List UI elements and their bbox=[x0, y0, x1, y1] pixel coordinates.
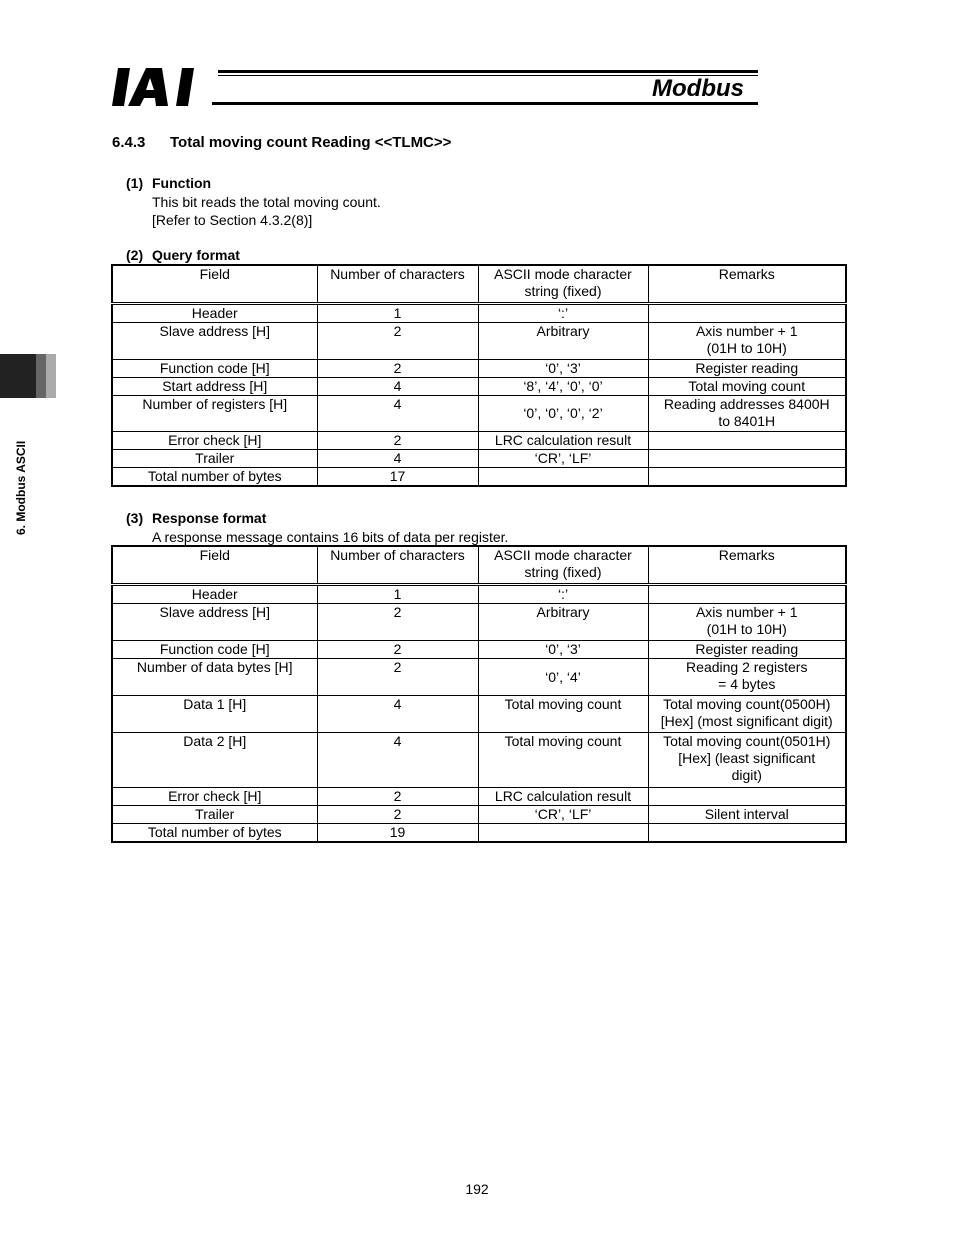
table-cell: Header bbox=[112, 304, 317, 323]
table-cell: 2 bbox=[317, 432, 478, 450]
function-heading: (1) Function bbox=[126, 175, 212, 191]
table-cell: Silent interval bbox=[648, 806, 846, 824]
table-cell: Axis number + 1 (01H to 10H) bbox=[648, 604, 846, 641]
table-cell: 2 bbox=[317, 641, 478, 659]
iai-logo bbox=[112, 68, 212, 106]
table-cell: Number of registers [H] bbox=[112, 396, 317, 432]
table-cell: ‘CR’, ‘LF’ bbox=[478, 806, 648, 824]
table-row bbox=[112, 659, 846, 696]
table-header-row bbox=[112, 546, 846, 585]
chapter-label: 6. Modbus ASCII bbox=[14, 440, 28, 535]
table-cell: 4 bbox=[317, 378, 478, 396]
table-cell: ‘0’, ‘3’ bbox=[478, 641, 648, 659]
table-cell: 19 bbox=[317, 824, 478, 843]
table-cell: Slave address [H] bbox=[112, 604, 317, 641]
column-header: Number of characters bbox=[317, 265, 478, 304]
table-cell: Register reading bbox=[648, 641, 846, 659]
section-title bbox=[112, 134, 451, 151]
column-header: Field bbox=[112, 265, 317, 304]
table-row bbox=[112, 733, 846, 788]
table-cell: Data 2 [H] bbox=[112, 733, 317, 788]
table-row bbox=[112, 604, 846, 641]
table-row bbox=[112, 585, 846, 604]
response-heading: (3) Response format bbox=[126, 510, 267, 526]
table-cell: Register reading bbox=[648, 360, 846, 378]
column-header: Remarks bbox=[648, 546, 846, 585]
table-cell: 4 bbox=[317, 733, 478, 788]
table-cell: 17 bbox=[317, 468, 478, 487]
table-cell: Total moving count bbox=[478, 696, 648, 733]
table-cell: Arbitrary bbox=[478, 323, 648, 360]
table-cell: Total moving count bbox=[648, 378, 846, 396]
table-cell bbox=[648, 432, 846, 450]
response-desc: A response message contains 16 bits of data per register. bbox=[152, 529, 509, 545]
table-cell: Axis number + 1 (01H to 10H) bbox=[648, 323, 846, 360]
table-row bbox=[112, 641, 846, 659]
header-brand: Modbus bbox=[652, 75, 744, 102]
table-cell: Data 1 [H] bbox=[112, 696, 317, 733]
table-cell: ‘0’, ‘3’ bbox=[478, 360, 648, 378]
table-cell: Total moving count(0501H) [Hex] (least significant digit) bbox=[648, 733, 846, 788]
response-table bbox=[111, 545, 847, 843]
chapter-tab bbox=[0, 354, 56, 398]
table-cell: LRC calculation result bbox=[478, 432, 648, 450]
table-cell: ‘0’, ‘0’, ‘0’, ‘2’ bbox=[478, 396, 648, 432]
table-cell bbox=[478, 468, 648, 487]
table-cell bbox=[648, 585, 846, 604]
column-header: ASCII mode character string (fixed) bbox=[478, 546, 648, 585]
column-header: Field bbox=[112, 546, 317, 585]
section-heading: Total moving count Reading <<TLMC>> bbox=[170, 134, 452, 151]
column-header: Number of characters bbox=[317, 546, 478, 585]
table-cell: 4 bbox=[317, 450, 478, 468]
header-rule-top bbox=[218, 70, 758, 73]
table-cell: Total moving count bbox=[478, 733, 648, 788]
table-cell bbox=[648, 788, 846, 806]
table-cell: 1 bbox=[317, 304, 478, 323]
query-table bbox=[111, 264, 847, 487]
table-cell: Total moving count(0500H) [Hex] (most significant digit) bbox=[648, 696, 846, 733]
table-cell bbox=[648, 304, 846, 323]
table-row bbox=[112, 432, 846, 450]
table-cell: Error check [H] bbox=[112, 432, 317, 450]
table-cell: Reading addresses 8400H to 8401H bbox=[648, 396, 846, 432]
table-cell: Total number of bytes bbox=[112, 468, 317, 487]
table-row bbox=[112, 696, 846, 733]
table-cell: ‘:’ bbox=[478, 585, 648, 604]
table-cell: Trailer bbox=[112, 806, 317, 824]
table-cell: Header bbox=[112, 585, 317, 604]
table-cell: Error check [H] bbox=[112, 788, 317, 806]
table-cell: 2 bbox=[317, 360, 478, 378]
table-cell bbox=[648, 824, 846, 843]
page-number: 192 bbox=[465, 1181, 489, 1197]
table-cell: Total number of bytes bbox=[112, 824, 317, 843]
table-cell: Function code [H] bbox=[112, 360, 317, 378]
table-cell: Reading 2 registers = 4 bytes bbox=[648, 659, 846, 696]
section-number: 6.4.3 bbox=[112, 134, 146, 151]
table-cell: 2 bbox=[317, 604, 478, 641]
table-cell: 2 bbox=[317, 788, 478, 806]
function-line-1: This bit reads the total moving count. bbox=[152, 194, 381, 210]
table-row bbox=[112, 788, 846, 806]
table-cell: ‘8’, ‘4’, ‘0’, ‘0’ bbox=[478, 378, 648, 396]
table-cell: ‘:’ bbox=[478, 304, 648, 323]
table-cell: Trailer bbox=[112, 450, 317, 468]
table-cell: ‘CR’, ‘LF’ bbox=[478, 450, 648, 468]
table-row bbox=[112, 304, 846, 323]
table-cell: 2 bbox=[317, 323, 478, 360]
query-heading: (2) Query format bbox=[126, 247, 240, 263]
table-cell: 4 bbox=[317, 396, 478, 432]
function-line-2: [Refer to Section 4.3.2(8)] bbox=[152, 212, 313, 228]
table-cell: Start address [H] bbox=[112, 378, 317, 396]
table-row bbox=[112, 323, 846, 360]
column-header: ASCII mode character string (fixed) bbox=[478, 265, 648, 304]
table-row bbox=[112, 468, 846, 487]
table-row bbox=[112, 450, 846, 468]
table-row bbox=[112, 378, 846, 396]
table-header-row bbox=[112, 265, 846, 304]
table-cell: 2 bbox=[317, 806, 478, 824]
table-row bbox=[112, 396, 846, 432]
table-cell bbox=[648, 468, 846, 487]
column-header: Remarks bbox=[648, 265, 846, 304]
table-row bbox=[112, 806, 846, 824]
table-cell: 2 bbox=[317, 659, 478, 696]
table-cell: ‘0’, ‘4’ bbox=[478, 659, 648, 696]
table-cell bbox=[648, 450, 846, 468]
table-cell: 4 bbox=[317, 696, 478, 733]
table-row bbox=[112, 360, 846, 378]
table-cell: LRC calculation result bbox=[478, 788, 648, 806]
table-cell: Function code [H] bbox=[112, 641, 317, 659]
table-cell: Number of data bytes [H] bbox=[112, 659, 317, 696]
table-cell: Arbitrary bbox=[478, 604, 648, 641]
table-row bbox=[112, 824, 846, 843]
table-cell: Slave address [H] bbox=[112, 323, 317, 360]
table-cell bbox=[478, 824, 648, 843]
table-cell: 1 bbox=[317, 585, 478, 604]
